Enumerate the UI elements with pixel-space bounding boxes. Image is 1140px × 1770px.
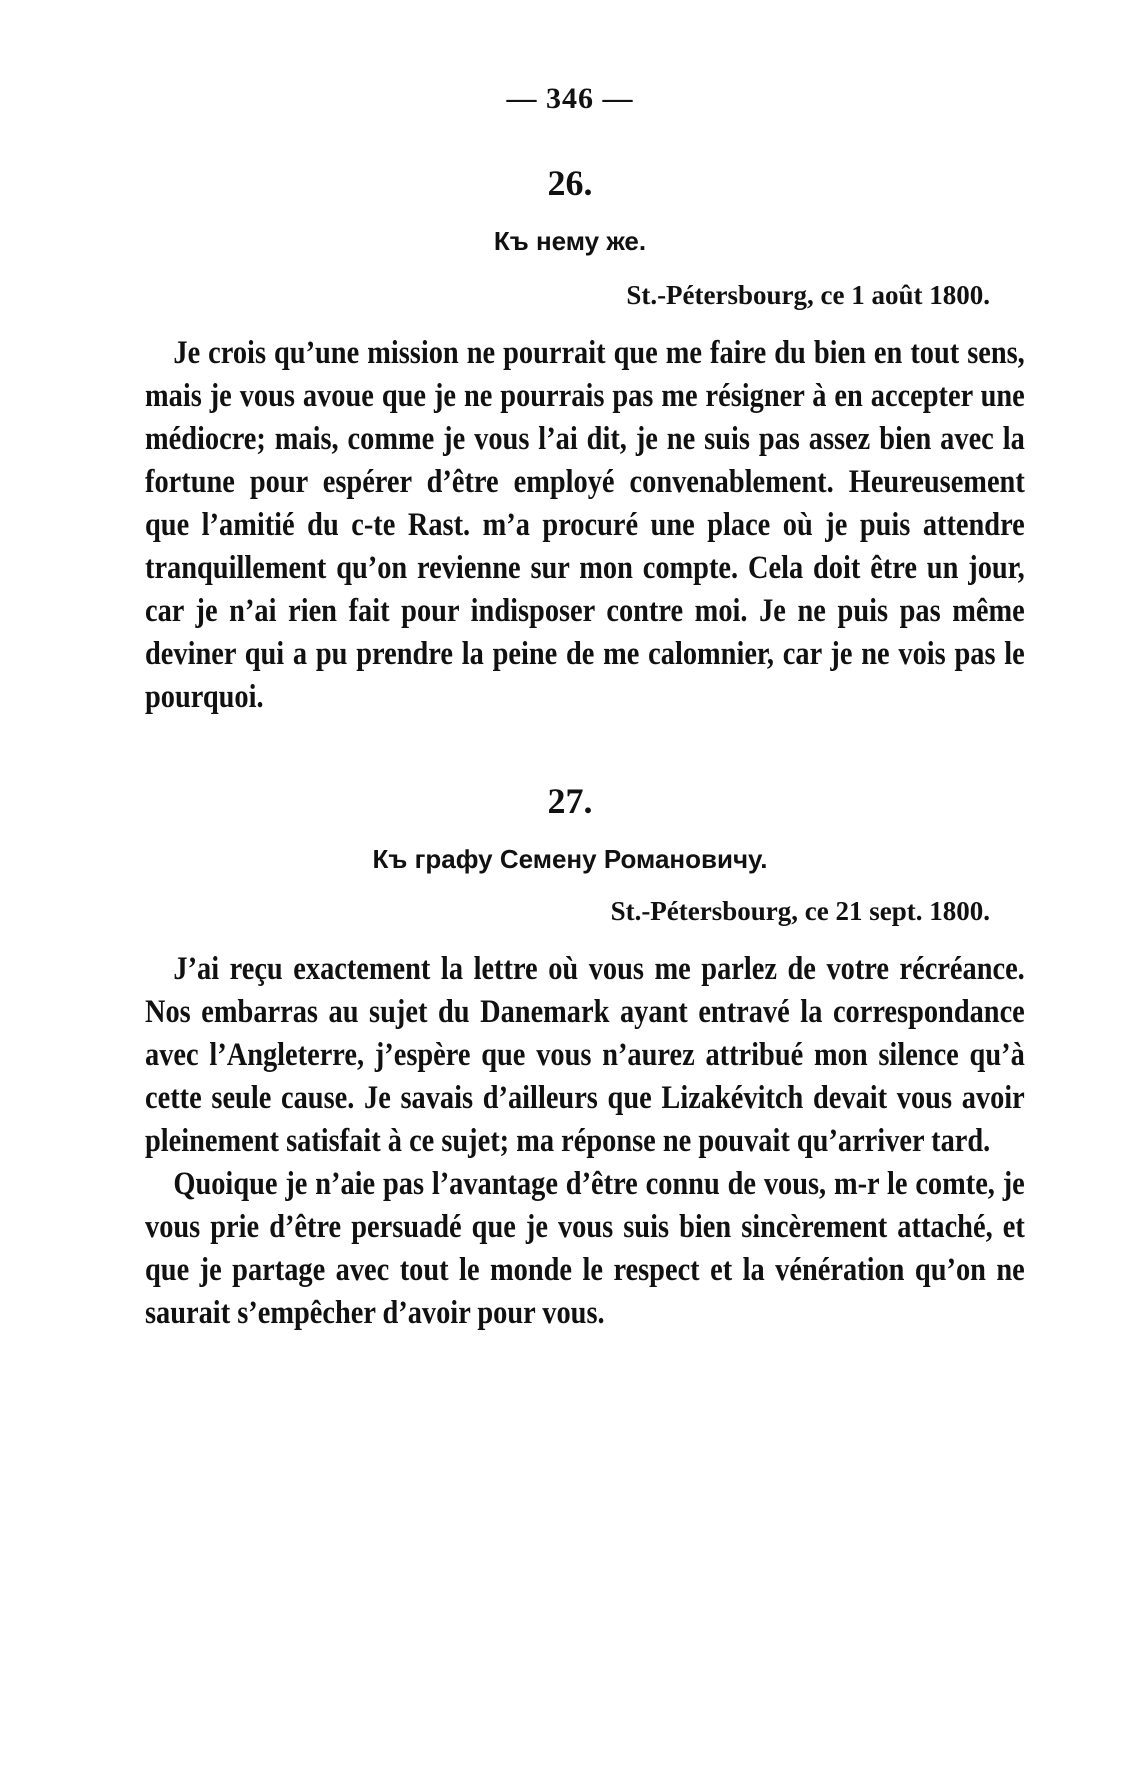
letter-addressee: Къ нему же. (493, 226, 647, 256)
letter-paragraph: Je crois qu’une mission ne pourrait que me faire du bien en tout sens, mais je vous avoue que je ne pourrais pas me résigner à en accepter une médiocre; mais, comme je vous l’ai dit, je ne suis pas assez bien avec la fortune pour espérer d’être employé convenablement. Heureusement que l’amitié du c-te Rast. m’a procuré une place où je puis attendre tranquillement qu’on revienne sur mon compte. Cela doit être un jour, car je n’ai rien fait pour indisposer contre moi. Je ne puis pas même deviner qui a pu prendre la peine de me calomnier, car je ne vois pas le pourquoi. (145, 335, 1025, 715)
letter-addressee: Къ графу Семену Романовичу. (372, 844, 768, 874)
letter-dateline: St.-Pétersbourg, ce 21 sept. 1800. (610, 896, 990, 926)
letter-body (145, 332, 1025, 719)
letter-paragraph: Quoique je n’aie pas l’avantage d’être connu de vous, m-r le comte, je vous prie d’être persuadé que je vous suis bien sincèrement attaché, et que je partage avec tout le monde le respect et la vénération qu’on ne saurait s’empêcher d’avoir pour vous. (145, 1166, 1025, 1331)
letter-body (145, 948, 1025, 1335)
letter-paragraph: J’ai reçu exactement la lettre où vous me parlez de votre récréance. Nos embarras au sujet du Danemark ayant entravé la correspondance avec l’Angleterre, j’espère que vous n’aurez attribué mon silence qu’à cette seule cause. Je savais d’ailleurs que Lizakévitch devait vous avoir pleinement satisfait à ce sujet; ma réponse ne pouvait qu’arriver tard. (145, 951, 1025, 1159)
letter-dateline: St.-Pétersbourg, ce 1 août 1800. (626, 280, 990, 310)
letter-number: 26. (547, 163, 593, 203)
page-number: — 346 — (506, 82, 634, 115)
letter-number: 27. (547, 781, 593, 821)
